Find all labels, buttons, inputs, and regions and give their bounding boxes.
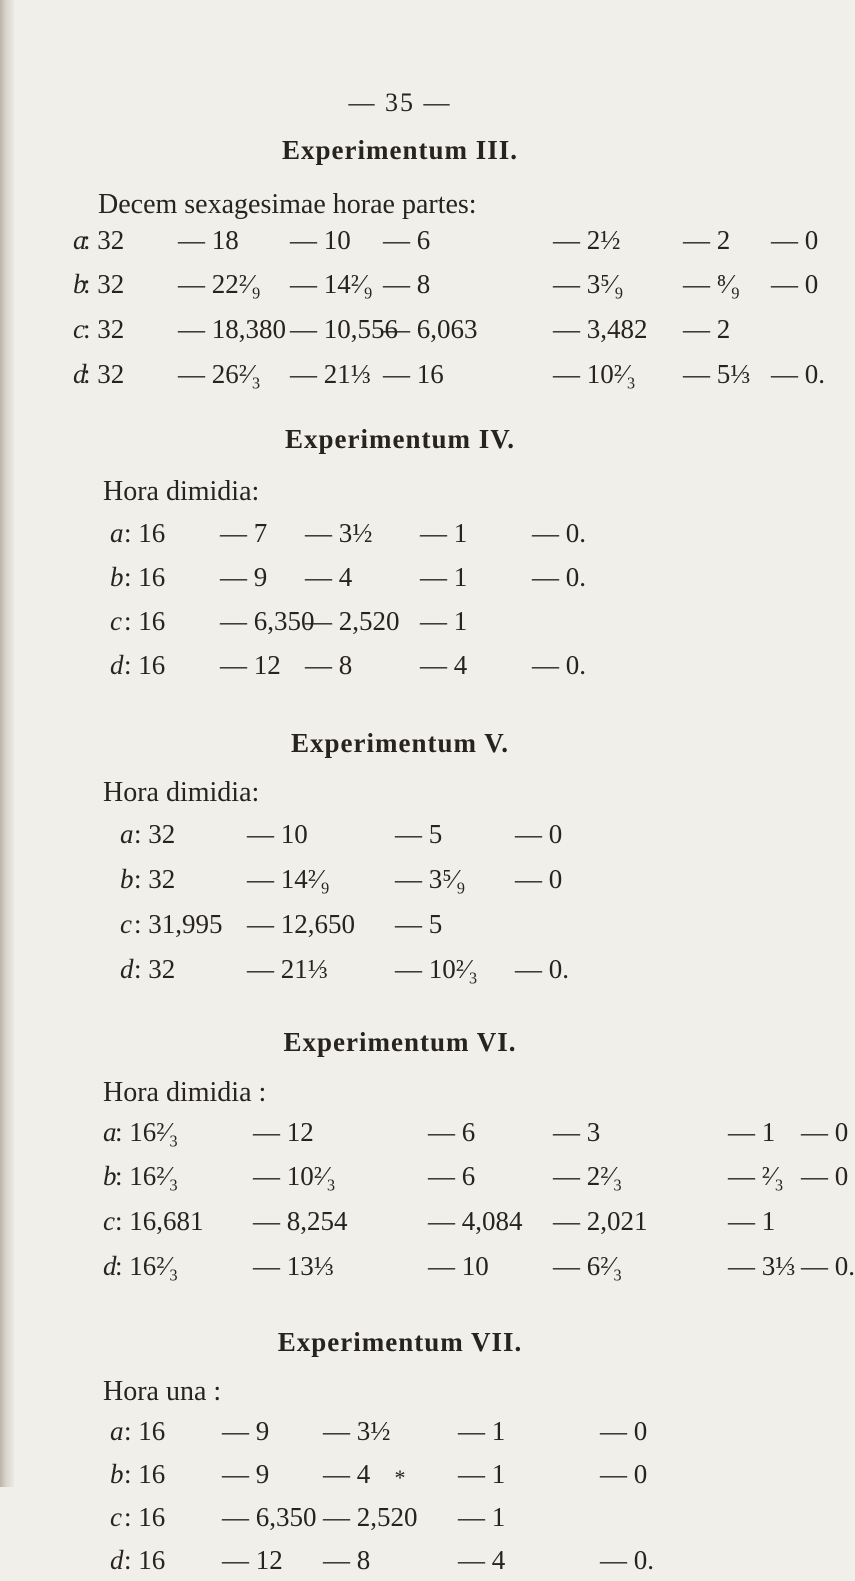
value-cell: — 2,520 (323, 1502, 418, 1532)
table-row (120, 954, 790, 990)
value-cell: : 32 (134, 819, 176, 849)
table-row (110, 1416, 790, 1452)
value-cell: — 4 (458, 1545, 506, 1575)
value-cell: — 0 (801, 1161, 849, 1191)
value-cell: : 16²⁄₃ (115, 1117, 179, 1147)
table-row (103, 1161, 849, 1197)
value-cell: : 16 (124, 562, 166, 592)
table-row (110, 1545, 790, 1581)
table-row (120, 909, 790, 945)
value-cell: — 10 (290, 225, 351, 255)
value-cell: — 1 (420, 606, 468, 636)
value-cell: : 32 (83, 269, 125, 299)
table-row (73, 359, 825, 395)
value-cell: : 32 (83, 359, 125, 389)
row-label: a (103, 1117, 117, 1147)
value-cell: — 0. (532, 562, 586, 592)
table-row (103, 1251, 855, 1287)
section-heading: Experimentum IV. (284, 424, 515, 454)
value-cell: — 22²⁄₉ (178, 269, 261, 299)
row-label: b (103, 1161, 117, 1191)
row-label: a (110, 518, 124, 548)
value-cell: — 3½ (305, 518, 373, 548)
table-row (73, 269, 819, 305)
value-cell: — 8,254 (253, 1206, 348, 1236)
value-cell: : 32 (83, 225, 125, 255)
value-cell: — 6,350 (220, 606, 315, 636)
row-label: c (103, 1206, 115, 1236)
value-cell: — ²⁄₃ (728, 1161, 784, 1191)
value-cell: — 0 (771, 269, 819, 299)
value-cell: — 0 (771, 225, 819, 255)
row-label: c (120, 909, 132, 939)
value-cell: — 1 (420, 562, 468, 592)
row-label: d (110, 650, 124, 680)
table-row (110, 1502, 790, 1538)
value-cell: — 3,482 (553, 314, 648, 344)
row-label: d (103, 1251, 117, 1281)
section-heading: Experimentum V. (290, 728, 509, 758)
value-cell: — 6,350 (222, 1502, 317, 1532)
table-row (73, 314, 790, 350)
value-cell: : 16 (124, 1545, 166, 1575)
value-cell: — 6,063 (383, 314, 478, 344)
value-cell: — 3⁵⁄₉ (553, 269, 624, 299)
section-intro: Hora dimidia: (103, 777, 260, 808)
value-cell: — 1 (420, 518, 468, 548)
row-label: b (73, 269, 87, 299)
value-cell: — 0. (515, 954, 569, 984)
value-cell: : 32 (134, 864, 176, 894)
row-label: d (120, 954, 134, 984)
page-number: — 35 — (348, 88, 452, 117)
value-cell: — 12 (222, 1545, 283, 1575)
value-cell: — 2,021 (553, 1206, 648, 1236)
row-label: c (110, 606, 122, 636)
value-cell: — 0 (515, 864, 563, 894)
row-label: a (73, 225, 87, 255)
value-cell: — 4 (305, 562, 353, 592)
value-cell: — 6 (428, 1161, 476, 1191)
value-cell: : 16²⁄₃ (115, 1251, 179, 1281)
value-cell: — 0 (515, 819, 563, 849)
value-cell: : 16 (124, 1502, 166, 1532)
row-label: d (110, 1545, 124, 1575)
value-cell: : 32 (134, 954, 176, 984)
section-intro: Decem sexagesimae horae partes: (98, 189, 477, 220)
value-cell: : 16²⁄₃ (115, 1161, 179, 1191)
value-cell: — 12 (253, 1117, 314, 1147)
value-cell: — 1 (458, 1459, 506, 1489)
value-cell: — 6 (383, 225, 431, 255)
section-heading: Experimentum VI. (283, 1027, 517, 1057)
section-heading: Experimentum VII. (277, 1327, 523, 1357)
value-cell: : 16 (124, 518, 166, 548)
value-cell: — 9 (222, 1416, 270, 1446)
value-cell: — 8 (323, 1545, 371, 1575)
value-cell: — 12 (220, 650, 281, 680)
row-label: b (110, 562, 124, 592)
value-cell: — 6 (428, 1117, 476, 1147)
table-row (103, 1117, 849, 1153)
value-cell: — 1 (728, 1206, 776, 1236)
value-cell: — 5 (395, 909, 443, 939)
value-cell: — ⁸⁄₉ (683, 269, 741, 299)
value-cell: : 16 (124, 606, 166, 636)
value-cell: — 0 (600, 1416, 648, 1446)
value-cell: — 6²⁄₃ (553, 1251, 623, 1281)
value-cell: — 1 (458, 1502, 506, 1532)
table-row (73, 225, 819, 261)
value-cell: — 3½ (323, 1416, 391, 1446)
value-cell: — 2,520 (305, 606, 400, 636)
value-cell: — 4,084 (428, 1206, 523, 1236)
row-label: b (120, 864, 134, 894)
table-row (110, 562, 790, 598)
table-row (120, 819, 790, 855)
value-cell: — 0 (600, 1459, 648, 1489)
value-cell: — 5⅓ (683, 359, 751, 389)
row-label: a (110, 1416, 124, 1446)
value-cell: — 0 (801, 1117, 849, 1147)
value-cell: — 10 (428, 1251, 489, 1281)
value-cell: — 2½ (553, 225, 621, 255)
value-cell: : 16,681 (115, 1206, 204, 1236)
value-cell: — 7 (220, 518, 268, 548)
value-cell: — 10²⁄₃ (395, 954, 478, 984)
value-cell: — 14²⁄₉ (290, 269, 373, 299)
value-cell: — 1 (728, 1117, 776, 1147)
value-cell: — 14²⁄₉ (247, 864, 330, 894)
value-cell: — 10,556 (290, 314, 398, 344)
row-label: d (73, 359, 87, 389)
value-cell: — 10²⁄₃ (253, 1161, 336, 1191)
value-cell: — 9 (222, 1459, 270, 1489)
value-cell: — 0. (801, 1251, 855, 1281)
value-cell: — 2 (683, 225, 731, 255)
row-label: c (73, 314, 85, 344)
value-cell: — 1 (458, 1416, 506, 1446)
table-row (110, 518, 790, 554)
value-cell: — 10 (247, 819, 308, 849)
value-cell: : 31,995 (134, 909, 223, 939)
value-cell: — 12,650 (247, 909, 355, 939)
value-cell: — 16 (383, 359, 444, 389)
value-cell: — 0. (771, 359, 825, 389)
value-cell: : 16 (124, 1459, 166, 1489)
value-cell: — 13⅓ (253, 1251, 334, 1281)
row-label: c (110, 1502, 122, 1532)
table-row (103, 1206, 790, 1242)
value-cell: — 3 (553, 1117, 601, 1147)
value-cell: — 10²⁄₃ (553, 359, 636, 389)
value-cell: — 18,380 (178, 314, 286, 344)
value-cell: — 4 (420, 650, 468, 680)
value-cell: — 8 (305, 650, 353, 680)
value-cell: — 0. (600, 1545, 654, 1575)
row-label: b (110, 1459, 124, 1489)
table-row (110, 606, 790, 642)
section-intro: Hora dimidia : (103, 1077, 267, 1108)
section-intro: Hora una : (103, 1376, 222, 1407)
value-cell: — 4 (323, 1459, 371, 1489)
value-cell: : 16 (124, 650, 166, 680)
section-intro: Hora dimidia: (103, 476, 260, 507)
table-row (120, 864, 790, 900)
value-cell: — 18 (178, 225, 239, 255)
row-label: a (120, 819, 134, 849)
value-cell: : 32 (83, 314, 125, 344)
value-cell: — 26²⁄₃ (178, 359, 261, 389)
value-cell: — 2 (683, 314, 731, 344)
section-heading: Experimentum III. (281, 135, 518, 165)
value-cell: — 5 (395, 819, 443, 849)
end-marker: * (394, 1465, 406, 1490)
value-cell: — 3⅓ (728, 1251, 796, 1281)
table-row (110, 650, 790, 686)
value-cell: — 0. (532, 518, 586, 548)
value-cell: — 0. (532, 650, 586, 680)
value-cell: : 16 (124, 1416, 166, 1446)
value-cell: — 9 (220, 562, 268, 592)
value-cell: — 21⅓ (290, 359, 371, 389)
value-cell: — 8 (383, 269, 431, 299)
value-cell: — 2²⁄₃ (553, 1161, 623, 1191)
value-cell: — 3⁵⁄₉ (395, 864, 466, 894)
value-cell: — 21⅓ (247, 954, 328, 984)
